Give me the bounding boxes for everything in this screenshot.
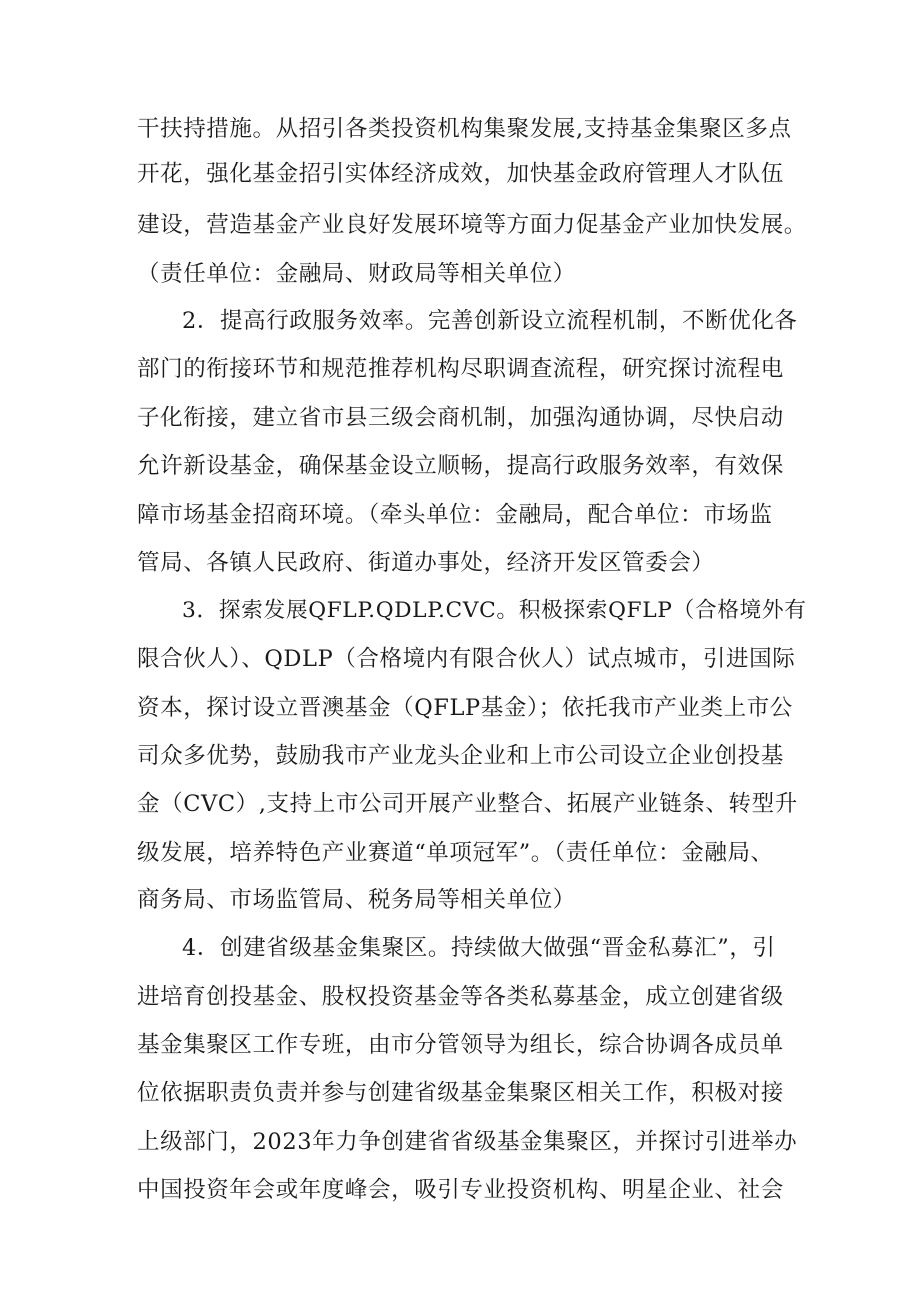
text-line: 进培育创投基金、股权投资基金等各类私募基金，成立创建省级 [137, 984, 784, 1010]
text-line: 资本，探讨设立晋澳基金（QFLP基金）；依托我市产业类上市公 [137, 695, 793, 721]
text-line: （责任单位：金融局、财政局等相关单位） [137, 261, 576, 287]
text-line: 允许新设基金，确保基金设立顺畅，提高行政服务效率，有效保 [137, 453, 784, 479]
text-line: 部门的衔接环节和规范推荐机构尽职调查流程，研究探讨流程电 [137, 356, 784, 382]
text-line: 位依据职责负责并参与创建省级基金集聚区相关工作，积极对接 [137, 1080, 784, 1106]
paragraph-4-start: 4．创建省级基金集聚区。持续做大做强“晋金私募汇”，引 [182, 935, 776, 961]
text-line: 基金集聚区工作专班，由市分管领导为组长，综合协调各成员单 [137, 1032, 784, 1058]
text-line: 金（CVC）,支持上市公司开展产业整合、拓展产业链条、转型升 [137, 791, 798, 817]
text-line: 管局、各镇人民政府、街道办事处，经济开发区管委会） [137, 550, 715, 576]
text-line: 子化衔接，建立省市县三级会商机制，加强沟通协调，尽快启动 [137, 405, 784, 431]
paragraph-2-start: 2．提高行政服务效率。完善创新设立流程机制，不断优化各 [182, 308, 798, 334]
text-line: 司众多优势，鼓励我市产业龙头企业和上市公司设立企业创投基 [137, 743, 784, 769]
text-line: 限合伙人）、QDLP（合格境内有限合伙人）试点城市，引进国际 [137, 646, 796, 672]
text-line: 商务局、市场监管局、税务局等相关单位） [137, 887, 576, 913]
text-line: 上级部门，2023年力争创建省省级基金集聚区，并探讨引进举办 [137, 1129, 798, 1155]
text-line: 开花，强化基金招引实体经济成效，加快基金政府管理人才队伍 [137, 161, 784, 187]
text-line: 建设，营造基金产业良好发展环境等方面力促基金产业加快发展。 [137, 212, 807, 238]
text-line: 干扶持措施。从招引各类投资机构集聚发展,支持基金集聚区多点 [137, 116, 792, 142]
text-line: 级发展，培养特色产业赛道“单项冠军”。（责任单位：金融局、 [137, 840, 774, 866]
text-line: 中国投资年会或年度峰会，吸引专业投资机构、明星企业、社会 [137, 1177, 784, 1203]
text-line: 障市场基金招商环境。（牵头单位：金融局，配合单位：市场监 [137, 502, 773, 528]
paragraph-3-start: 3．探索发展QFLP.QDLP.CVC。积极探索QFLP（合格境外有 [182, 598, 807, 623]
